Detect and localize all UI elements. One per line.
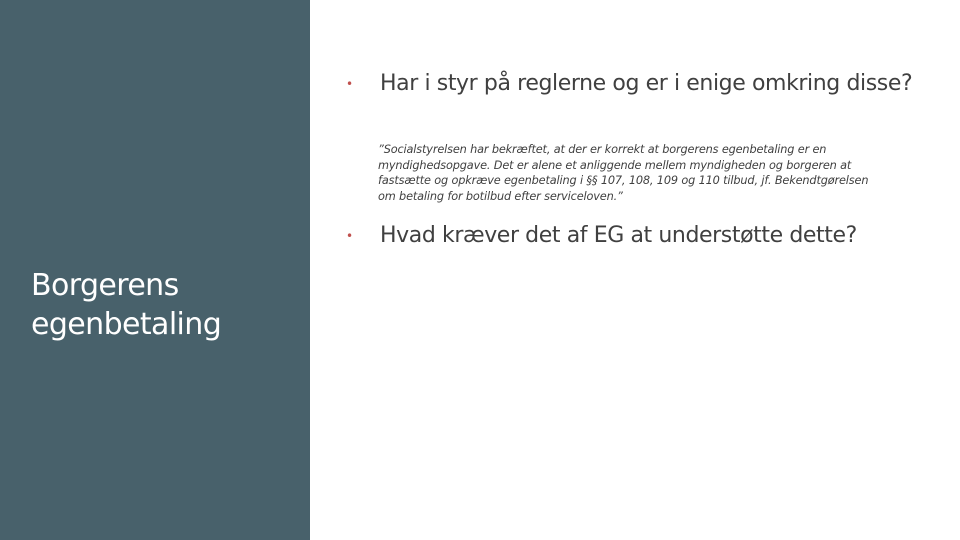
quote-text: ”Socialstyrelsen har bekræftet, at der er korrekt at borgerens egenbetaling er en myndighedsopgave. Det er alene et anliggende mellem myndigheden og borgeren at fastsætte og opkræve egenbetaling i §§ 107, 108, 109 og 110 tilbud, jf. Bekendtgørelsen om betaling for botilbud efter serviceloven.” — [378, 143, 869, 203]
content-area — [340, 0, 940, 540]
bullet-icon: • — [346, 77, 354, 91]
bullet-text: Har i styr på reglerne og er i enige omkring disse? — [380, 71, 913, 96]
slide-title: Borgerens egenbetaling — [31, 268, 222, 342]
side-panel — [0, 0, 310, 540]
bullet-item — [340, 70, 925, 98]
bullet-item — [340, 222, 925, 250]
bullet-text: Hvad kræver det af EG at understøtte dette? — [380, 223, 857, 248]
bullet-icon: • — [346, 229, 354, 243]
